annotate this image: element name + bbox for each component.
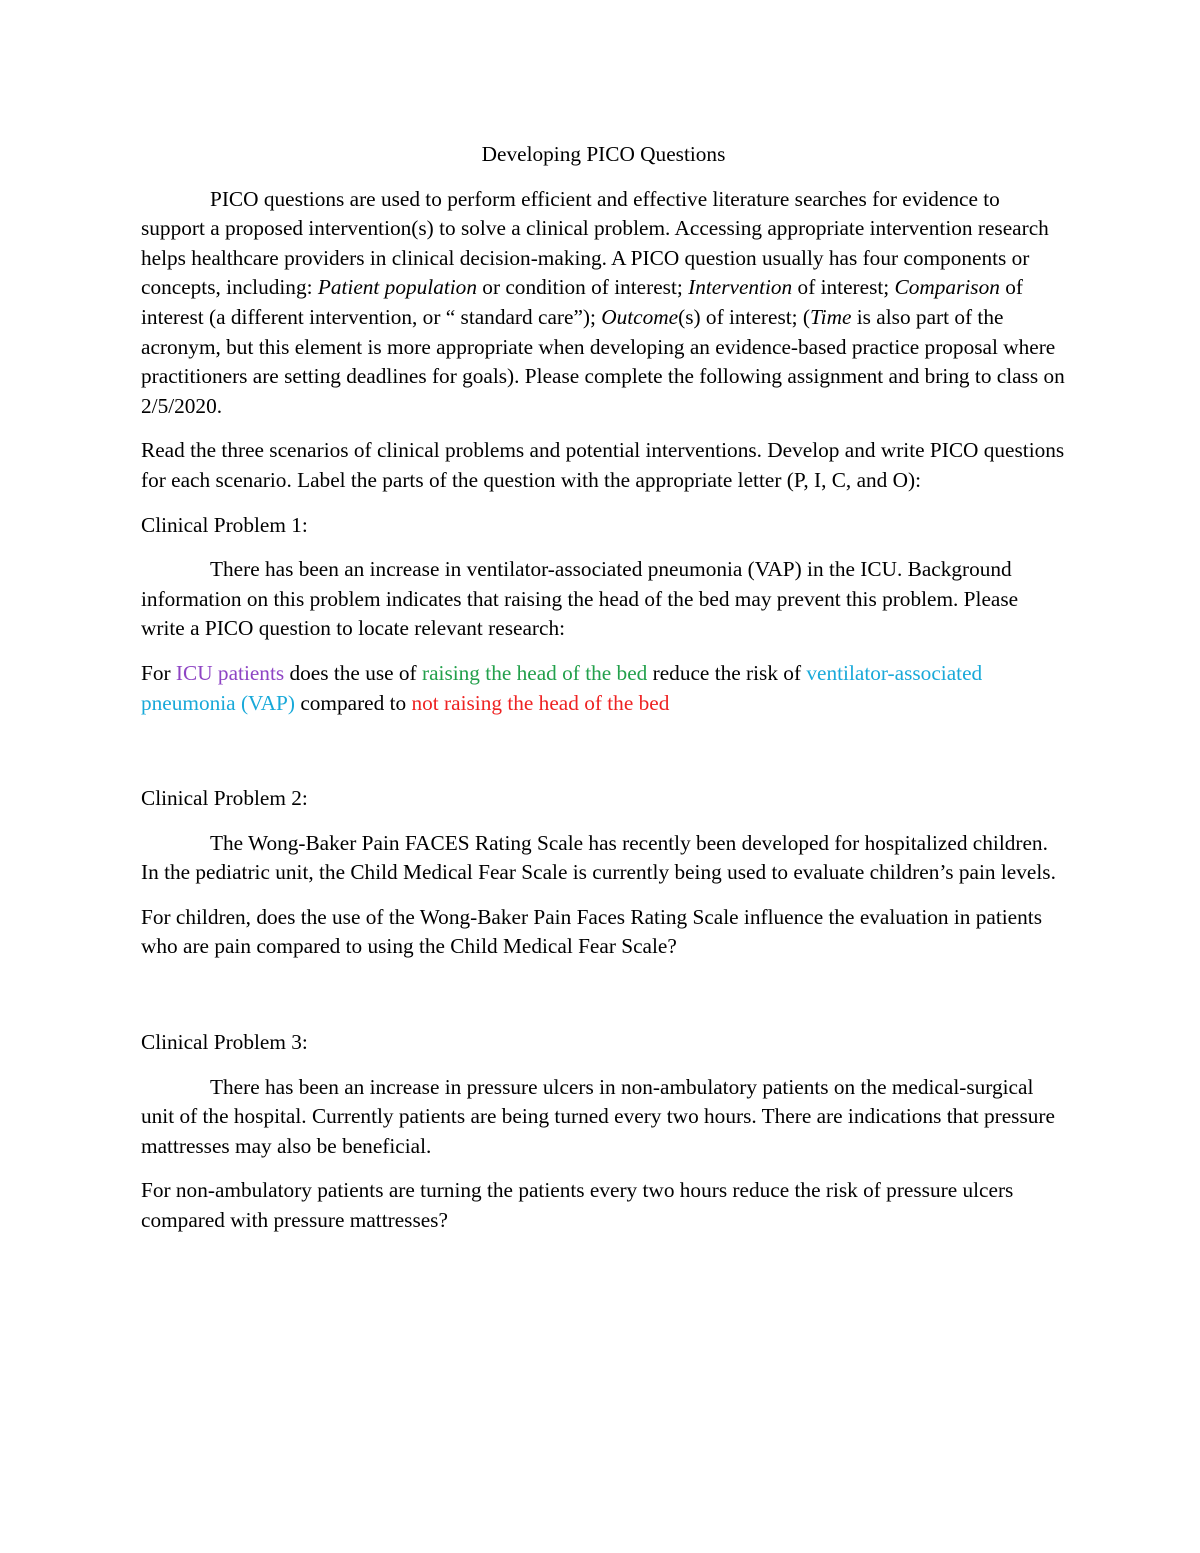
answer-comparison: not raising the head of the bed [411, 690, 670, 715]
answer-outcome: ventilator-associated pneumonia (VAP) [141, 660, 983, 715]
problem3-heading: Clinical Problem 3: [141, 1030, 308, 1055]
term-outcome: Outcome [601, 304, 679, 329]
problem1-answer [141, 659, 1066, 718]
problem2-scenario: The Wong-Baker Pain FACES Rating Scale has recently been developed for hospitalized children. In the pediatric unit, the Child Medical Fear Scale is currently being used to evaluate children’s pain levels. [141, 830, 1056, 885]
problem1-scenario: There has been an increase in ventilator-associated pneumonia (VAP) in the ICU. Background information on this problem indicates that raising the head of the bed may prevent this problem. Please write a PICO question to locate relevant research: [141, 557, 1019, 641]
problem2-heading: Clinical Problem 2: [141, 786, 308, 811]
intro-text: of interest (a different intervention, or “ standard care”); [141, 275, 1023, 329]
term-time: Time [810, 304, 852, 329]
problem3-scenario: There has been an increase in pressure ulcers in non-ambulatory patients on the medical-surgical unit of the hospital. Currently patients are being turned every two hours. There are indications that pressure mattresses may also be beneficial. [141, 1074, 1055, 1158]
intro-paragraph [141, 185, 1066, 422]
instructions-paragraph: Read the three scenarios of clinical problems and potential interventions. Develop and write PICO questions for each scenario. Label the parts of the question with the appropriate letter (P, I, C, and O): [141, 438, 1065, 492]
document-body [141, 140, 1066, 1236]
document-title: Developing PICO Questions [481, 142, 726, 166]
problem2-answer: For children, does the use of the Wong-Baker Pain Faces Rating Scale influence the evaluation in patients who are pain compared to using the Child Medical Fear Scale? [141, 904, 1042, 959]
answer-population: ICU patients [175, 660, 285, 685]
answer-text: For [141, 660, 176, 685]
answer-text: reduce the risk of [647, 660, 807, 685]
answer-intervention: raising the head of the bed [421, 660, 648, 685]
term-comparison: Comparison [894, 275, 1000, 300]
intro-text: (s) of interest; ( [678, 304, 811, 329]
intro-text: or condition of interest; [476, 275, 689, 300]
problem3-answer: For non-ambulatory patients are turning the patients every two hours reduce the risk of pressure ulcers compared with pressure mattresses? [141, 1178, 1014, 1233]
intro-text: is also part of the acronym, but this element is more appropriate when developing an evidence-based practice proposal where practitioners are setting deadlines for goals). Please complete the following assignment and bring to class on 2/5/2020. [141, 304, 1065, 418]
answer-text: compared to [295, 690, 412, 715]
term-intervention: Intervention [688, 275, 793, 300]
answer-text: does the use of [284, 660, 422, 685]
term-patient-population: Patient population [317, 275, 477, 300]
intro-text: of interest; [792, 275, 895, 300]
problem1-heading: Clinical Problem 1: [141, 512, 308, 537]
intro-text: PICO questions are used to perform efficient and effective literature searches for evidence to support a proposed intervention(s) to solve a clinical problem. Accessing appropriate intervention research helps healthcare providers in clinical decision-making. A PICO question usually has four components or concepts, including: [141, 186, 1049, 300]
